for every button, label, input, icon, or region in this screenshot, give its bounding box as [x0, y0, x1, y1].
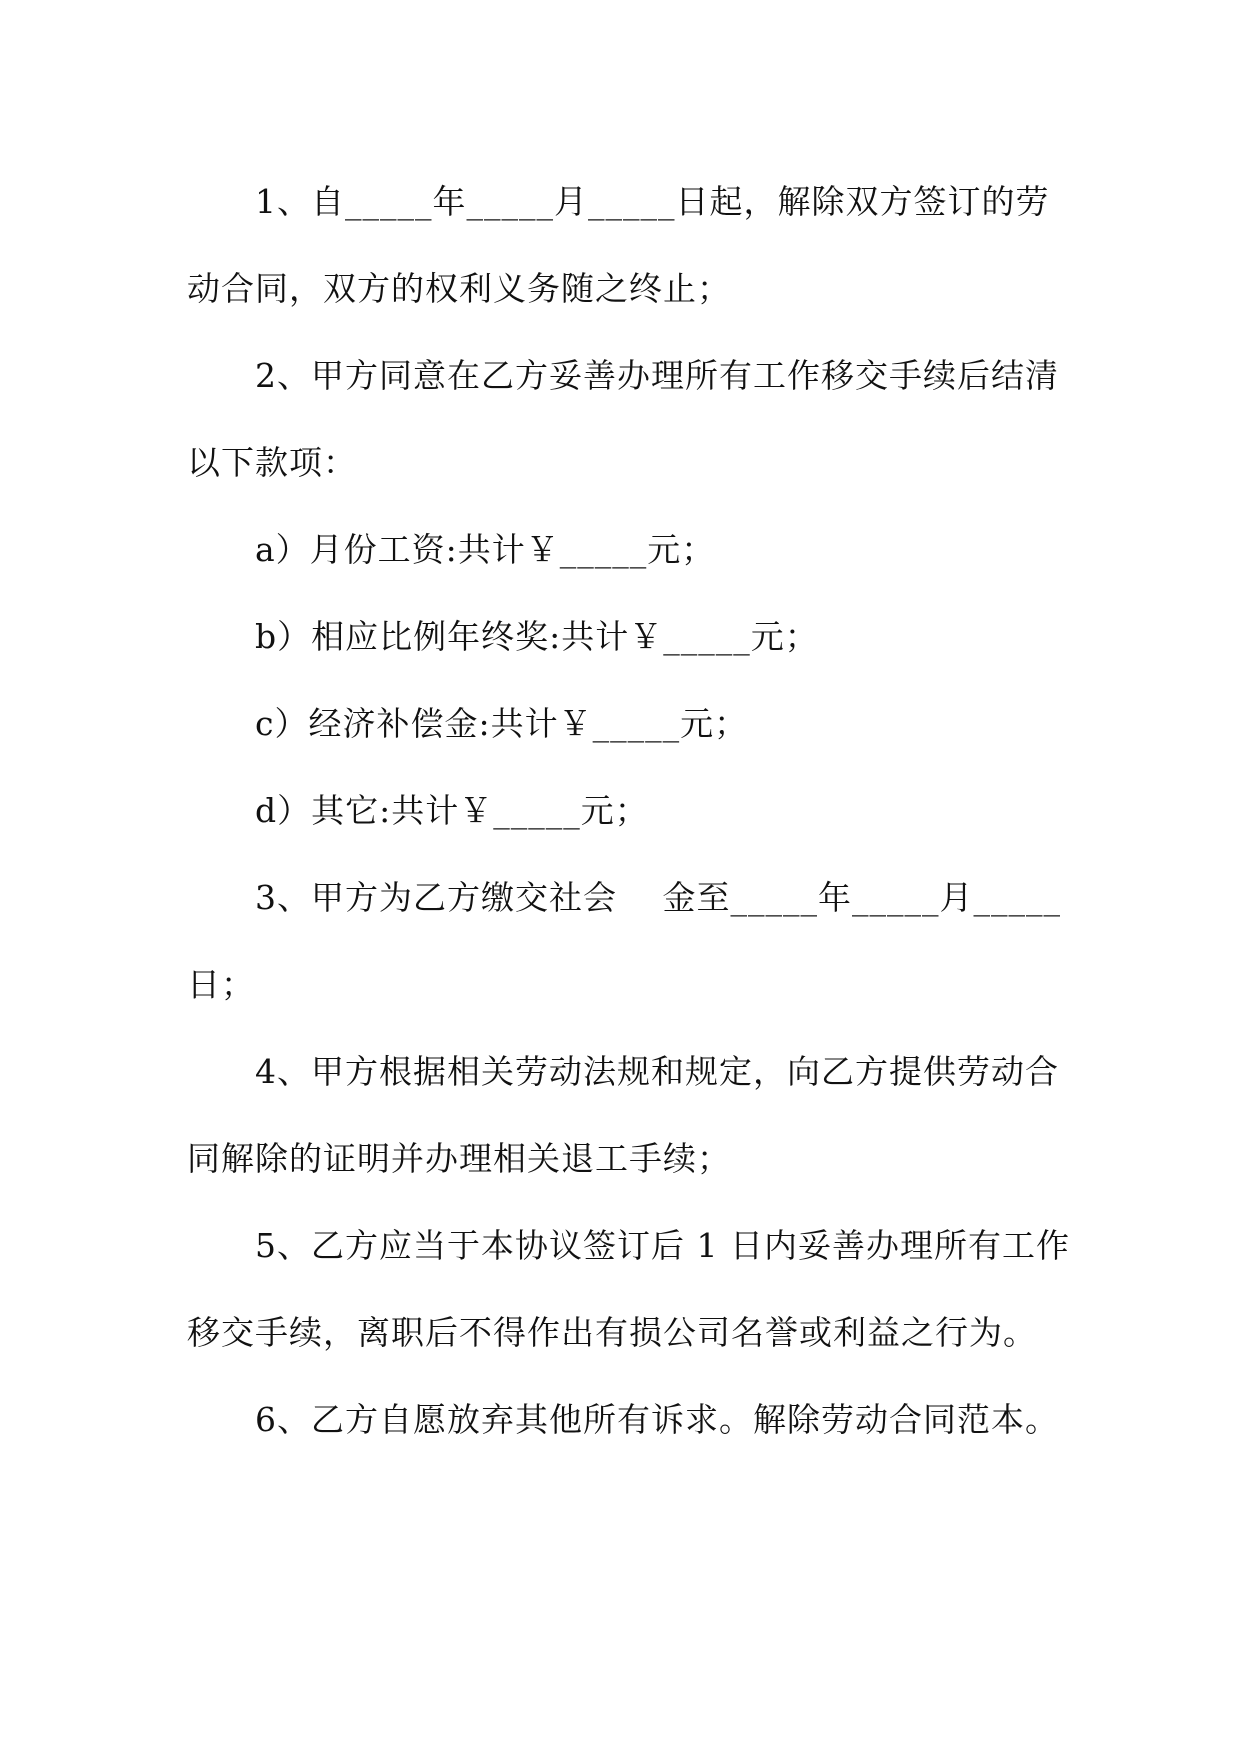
- clause-4-line-2: 同解除的证明并办理相关退工手续；: [187, 1139, 731, 1178]
- clause-1-line-2: 动合同，双方的权利义务随之终止；: [187, 269, 731, 308]
- clause-3-line-2: 日；: [187, 965, 255, 1004]
- clause-3-line-1: 3、甲方为乙方缴交社会 金至_____年_____月_____: [255, 878, 1061, 917]
- clause-1-line-1: 1、自_____年_____月_____日起，解除双方签订的劳: [255, 182, 1050, 221]
- clause-5-line-1: 5、乙方应当于本协议签订后 1 日内妥善办理所有工作: [255, 1226, 1070, 1265]
- clause-2-line-2: 以下款项：: [187, 443, 357, 482]
- clause-4-line-1: 4、甲方根据相关劳动法规和规定，向乙方提供劳动合: [255, 1052, 1059, 1091]
- item-a: a）月份工资:共计￥_____元；: [255, 530, 716, 569]
- item-b: b）相应比例年终奖:共计￥_____元；: [255, 617, 819, 656]
- item-c: c）经济补偿金:共计￥_____元；: [255, 704, 749, 743]
- item-d: d）其它:共计￥_____元；: [255, 791, 649, 830]
- clause-5-line-2: 移交手续，离职后不得作出有损公司名誉或利益之行为。: [187, 1313, 1037, 1352]
- clause-6-line-1: 6、乙方自愿放弃其他所有诉求。解除劳动合同范本。: [255, 1400, 1059, 1439]
- clause-2-line-1: 2、甲方同意在乙方妥善办理所有工作移交手续后结清: [255, 356, 1059, 395]
